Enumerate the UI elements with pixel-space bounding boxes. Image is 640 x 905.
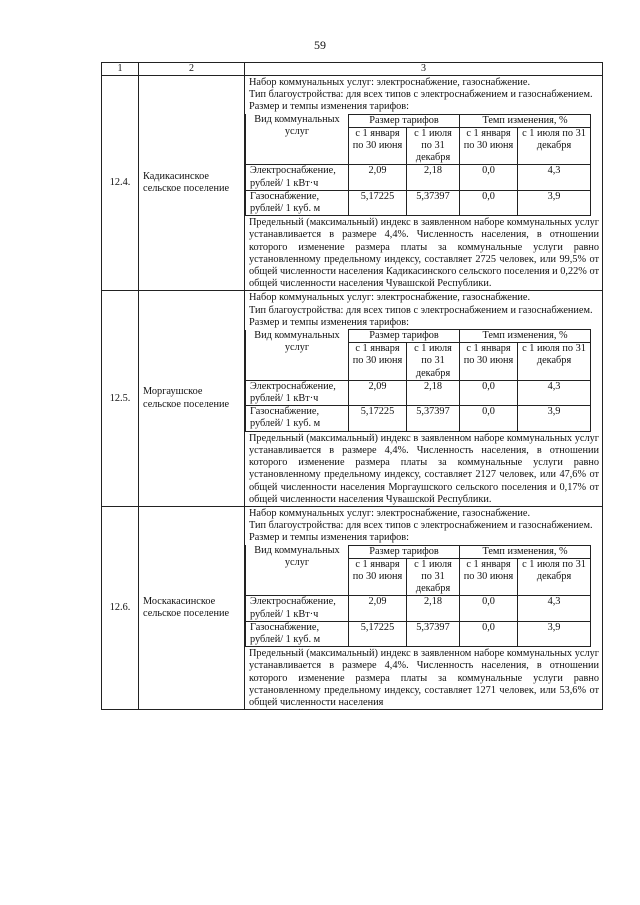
- tariff-value-2: 5,37397: [407, 190, 460, 215]
- row-number: 12.5.: [102, 291, 139, 506]
- service-name: Газоснабжение, рублей/ 1 куб. м: [246, 406, 349, 431]
- tariff-value-2: 2,18: [407, 165, 460, 190]
- tariff-row-gas: [246, 406, 591, 431]
- amenities-type: Тип благоустройства: для всех типов с электроснабжением и газоснабжением.: [249, 304, 593, 316]
- tariffs-intro: Размер и темпы изменения тарифов:: [249, 532, 410, 544]
- change-value-1: 0,0: [460, 380, 518, 405]
- column-header-2: 2: [139, 63, 245, 76]
- service-name: Электроснабжение, рублей/ 1 кВт·ч: [246, 165, 349, 190]
- service-name: Электроснабжение, рублей/ 1 кВт·ч: [246, 596, 349, 621]
- tariffs-intro: Размер и темпы изменения тарифов:: [249, 316, 410, 328]
- change-value-2: 3,9: [518, 621, 591, 646]
- settlement-name: Кадикасинское сельское поселение: [139, 76, 245, 291]
- tariffs-table: [245, 545, 591, 648]
- services-set: Набор коммунальных услуг: электроснабжение, газоснабжение.: [249, 292, 531, 304]
- tariffs-intro: Размер и темпы изменения тарифов:: [249, 101, 410, 113]
- tariff-value-1: 2,09: [349, 380, 407, 405]
- row-number: 12.6.: [102, 506, 139, 709]
- change-header-period2: с 1 июля по 31 декабря: [518, 343, 591, 381]
- settlement-name: Москакасинское сельское поселение: [139, 506, 245, 709]
- tariff-header-period1: с 1 января по 30 июня: [349, 127, 407, 165]
- change-value-1: 0,0: [460, 596, 518, 621]
- tariff-row-gas: [246, 190, 591, 215]
- tariff-value-2: 5,37397: [407, 621, 460, 646]
- change-value-1: 0,0: [460, 406, 518, 431]
- tariff-value-2: 2,18: [407, 380, 460, 405]
- change-header-period2: с 1 июля по 31 декабря: [518, 558, 591, 596]
- tariff-header-size: Размер тарифов: [349, 545, 460, 558]
- change-value-1: 0,0: [460, 190, 518, 215]
- tariff-value-2: 5,37397: [407, 406, 460, 431]
- tariffs-table: [245, 329, 591, 432]
- service-name: Газоснабжение, рублей/ 1 куб. м: [246, 621, 349, 646]
- tariff-row-electricity: [246, 380, 591, 405]
- tariff-header-period2: с 1 июля по 31 декабря: [407, 127, 460, 165]
- change-value-2: 3,9: [518, 190, 591, 215]
- settlements-table: [101, 62, 603, 710]
- change-value-1: 0,0: [460, 621, 518, 646]
- settlement-name: Моргаушское сельское поселение: [139, 291, 245, 506]
- tariff-header-kind: Вид коммунальных услуг: [246, 114, 349, 165]
- tariff-value-1: 5,17225: [349, 190, 407, 215]
- services-set: Набор коммунальных услуг: электроснабжение, газоснабжение.: [249, 507, 531, 519]
- tariff-value-1: 5,17225: [349, 406, 407, 431]
- services-set: Набор коммунальных услуг: электроснабжение, газоснабжение.: [249, 77, 531, 88]
- change-header-period1: с 1 января по 30 июня: [460, 127, 518, 165]
- change-value-2: 3,9: [518, 406, 591, 431]
- tariff-header-period2: с 1 июля по 31 декабря: [407, 558, 460, 596]
- change-value-2: 4,3: [518, 380, 591, 405]
- change-header-period1: с 1 января по 30 июня: [460, 558, 518, 596]
- settlement-row: [102, 76, 603, 291]
- settlement-row: [102, 506, 603, 709]
- tariff-header-size: Размер тарифов: [349, 330, 460, 343]
- tariff-value-1: 2,09: [349, 165, 407, 190]
- tariff-header-size: Размер тарифов: [349, 114, 460, 127]
- tariff-header-period1: с 1 января по 30 июня: [349, 558, 407, 596]
- change-value-2: 4,3: [518, 596, 591, 621]
- row-number: 12.4.: [102, 76, 139, 291]
- tariff-value-2: 2,18: [407, 596, 460, 621]
- settlement-content: [245, 291, 603, 506]
- tariff-value-1: 5,17225: [349, 621, 407, 646]
- settlement-content: [245, 506, 603, 709]
- column-header-3: 3: [245, 63, 603, 76]
- column-number-row: [102, 63, 603, 76]
- service-name: Газоснабжение, рублей/ 1 куб. м: [246, 190, 349, 215]
- tariff-header-change: Темп изменения, %: [460, 114, 591, 127]
- tariff-row-electricity: [246, 596, 591, 621]
- index-conclusion: Предельный (максимальный) индекс в заявленном наборе коммунальных услуг устанавливается в размере 4,4%. Численность населения, в отношении которого изменение размера платы за коммунальные услуги равно установленному предельному индексу, составляет 2127 человек, или 47,6% от общей численности населения Моргаушского сельского поселения и 0,17% от общей численности населения Чувашской Республики.: [249, 432, 599, 505]
- amenities-type: Тип благоустройства: для всех типов с электроснабжением и газоснабжением.: [249, 520, 593, 532]
- amenities-type: Тип благоустройства: для всех типов с электроснабжением и газоснабжением.: [249, 89, 593, 101]
- tariff-header-change: Темп изменения, %: [460, 545, 591, 558]
- tariff-header-period1: с 1 января по 30 июня: [349, 343, 407, 381]
- change-value-1: 0,0: [460, 165, 518, 190]
- column-header-1: 1: [102, 63, 139, 76]
- tariffs-table: [245, 114, 591, 217]
- change-value-2: 4,3: [518, 165, 591, 190]
- change-header-period2: с 1 июля по 31 декабря: [518, 127, 591, 165]
- tariff-header-change: Темп изменения, %: [460, 330, 591, 343]
- settlement-row: [102, 291, 603, 506]
- tariff-header-kind: Вид коммунальных услуг: [246, 545, 349, 596]
- tariff-header-kind: Вид коммунальных услуг: [246, 330, 349, 381]
- tariff-value-1: 2,09: [349, 596, 407, 621]
- tariff-header-period2: с 1 июля по 31 декабря: [407, 343, 460, 381]
- settlement-content: [245, 76, 603, 291]
- tariff-row-gas: [246, 621, 591, 646]
- service-name: Электроснабжение, рублей/ 1 кВт·ч: [246, 380, 349, 405]
- index-conclusion: Предельный (максимальный) индекс в заявленном наборе коммунальных услуг устанавливается в размере 4,4%. Численность населения, в отношении которого изменение размера платы за коммунальные услуги равно установленному предельному индексу, составляет 2725 человек, или 99,5% от общей численности населения Кадикасинского сельского поселения и 0,22% от общей численности населения Чувашской Республики.: [249, 217, 599, 290]
- change-header-period1: с 1 января по 30 июня: [460, 343, 518, 381]
- tariff-row-electricity: [246, 165, 591, 190]
- index-conclusion: Предельный (максимальный) индекс в заявленном наборе коммунальных услуг устанавливается в размере 4,4%. Численность населения, в отношении которого изменение размера платы за коммунальные услуги равно установленному предельному индексу, составляет 1271 человек, или 53,6% от общей численности населения: [249, 648, 599, 708]
- page-number: 59: [314, 38, 326, 52]
